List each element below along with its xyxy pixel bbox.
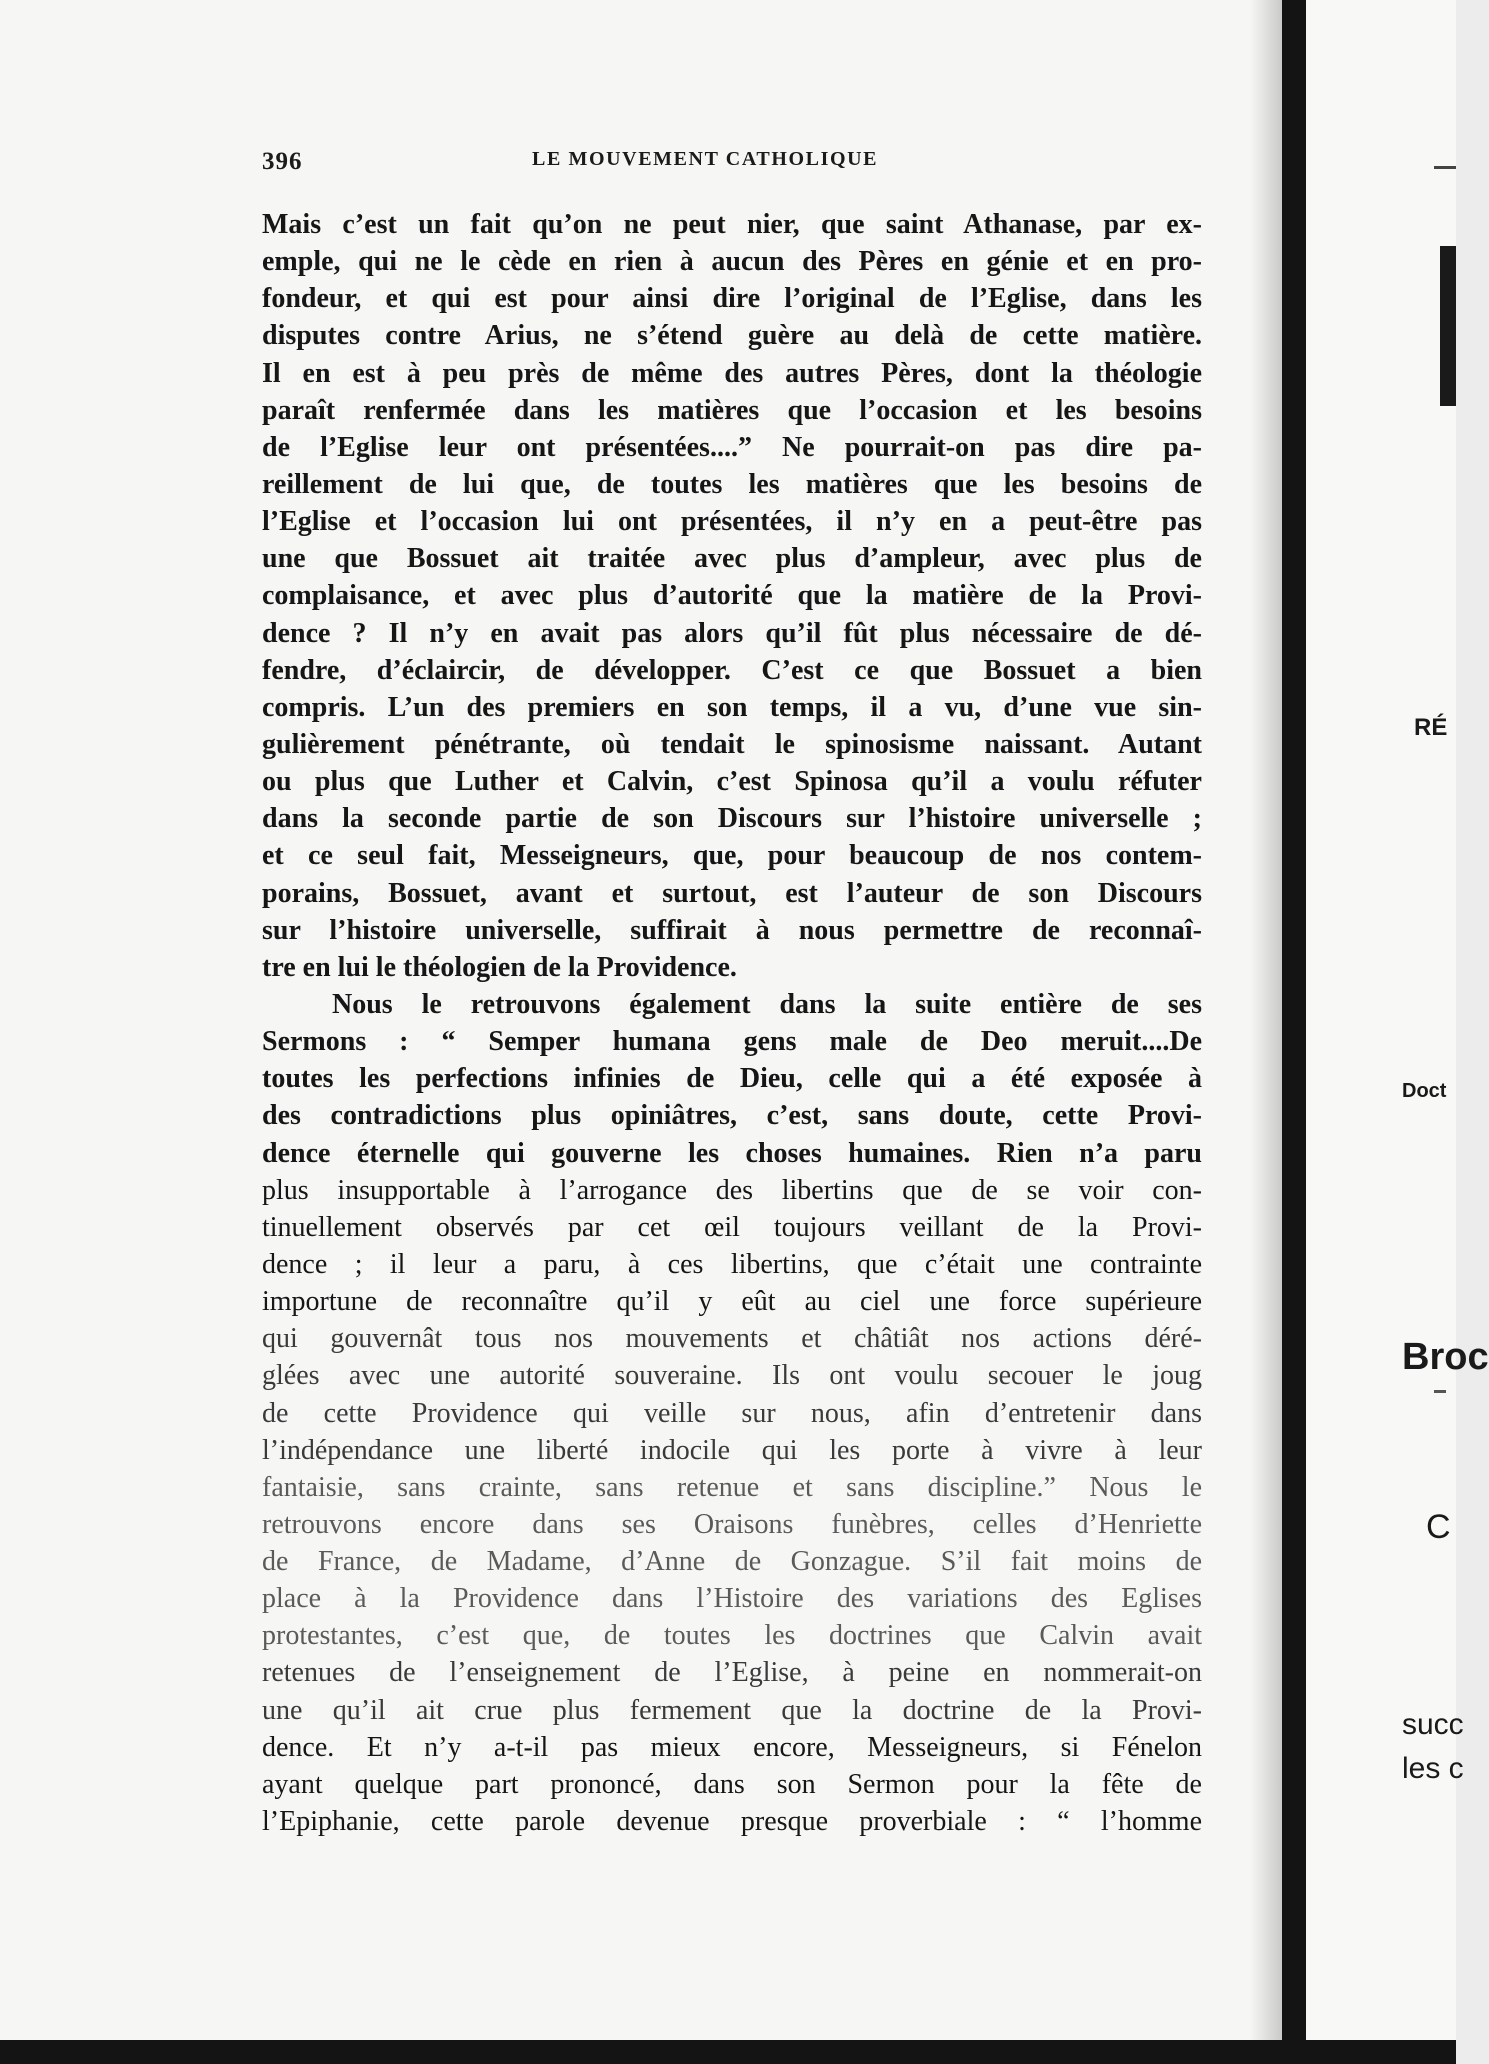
text-line: et ce seul fait, Messeigneurs, que, pour beaucoup de nos contem- bbox=[262, 840, 1202, 872]
text-line: disputes contre Arius, ne s’étend guère au delà de cette matière. bbox=[262, 320, 1202, 352]
text-line: retrouvons encore dans ses Oraisons funèbres, celles d’Henriette bbox=[262, 1508, 1202, 1540]
body-text bbox=[262, 206, 1202, 1840]
text-line: complaisance, et avec plus d’autorité que la matière de la Provi- bbox=[262, 580, 1202, 612]
text-line: protestantes, c’est que, de toutes les doctrines que Calvin avait bbox=[262, 1620, 1202, 1652]
facing-fragment: les c bbox=[1402, 1752, 1464, 1785]
text-line: compris. L’un des premiers en son temps, il a vu, d’une vue sin- bbox=[262, 691, 1202, 723]
text-line: tre en lui le théologien de la Providence. bbox=[262, 951, 737, 983]
text-line: emple, qui ne le cède en rien à aucun des Pères en génie et en pro- bbox=[262, 246, 1202, 278]
page-number: 396 bbox=[262, 148, 303, 175]
facing-fragment: Broc bbox=[1402, 1336, 1489, 1378]
text-line: de France, de Madame, d’Anne de Gonzague. S’il fait moins de bbox=[262, 1546, 1202, 1578]
text-line: porains, Bossuet, avant et surtout, est l’auteur de son Discours bbox=[262, 877, 1202, 909]
text-line: dence. Et n’y a-t-il pas mieux encore, Messeigneurs, si Fénelon bbox=[262, 1731, 1202, 1763]
text-line: l’Epiphanie, cette parole devenue presque proverbiale : “ l’homme bbox=[262, 1806, 1202, 1838]
facing-fragment: Doct bbox=[1402, 1080, 1447, 1102]
scan-border bbox=[0, 2040, 1456, 2064]
text-line: Nous le retrouvons également dans la suite entière de ses bbox=[332, 988, 1202, 1020]
text-line: une que Bossuet ait traitée avec plus d’ampleur, avec plus de bbox=[262, 543, 1202, 575]
text-line: tinuellement observés par cet œil toujours veillant de la Provi- bbox=[262, 1211, 1202, 1243]
text-line: plus insupportable à l’arrogance des libertins que de se voir con- bbox=[262, 1174, 1202, 1206]
text-line: ou plus que Luther et Calvin, c’est Spinosa qu’il a voulu réfuter bbox=[262, 766, 1202, 798]
facing-fragment: succ bbox=[1402, 1708, 1464, 1741]
text-line: dence ; il leur a paru, à ces libertins, que c’était une contrainte bbox=[262, 1248, 1202, 1280]
text-line: dence ? Il n’y en avait pas alors qu’il fût plus nécessaire de dé- bbox=[262, 617, 1202, 649]
facing-bar bbox=[1440, 246, 1456, 406]
text-line: fondeur, et qui est pour ainsi dire l’original de l’Eglise, dans les bbox=[262, 283, 1202, 315]
text-line: ayant quelque part prononcé, dans son Sermon pour la fête de bbox=[262, 1768, 1202, 1800]
text-line: une qu’il ait crue plus fermement que la doctrine de la Provi- bbox=[262, 1694, 1202, 1726]
text-line: Il en est à peu près de même des autres Pères, dont la théologie bbox=[262, 357, 1202, 389]
text-line: Mais c’est un fait qu’on ne peut nier, que saint Athanase, par ex- bbox=[262, 209, 1202, 240]
text-line: paraît renfermée dans les matières que l’occasion et les besoins bbox=[262, 394, 1202, 426]
text-line: importune de reconnaître qu’il y eût au ciel une force supérieure bbox=[262, 1286, 1202, 1318]
facing-rule bbox=[1434, 1390, 1446, 1393]
text-line: dans la seconde partie de son Discours sur l’histoire universelle ; bbox=[262, 803, 1202, 835]
text-line: dence éternelle qui gouverne les choses humaines. Rien n’a paru bbox=[262, 1137, 1202, 1169]
facing-fragment: RÉ bbox=[1414, 714, 1448, 741]
text-line: sur l’histoire universelle, suffirait à nous permettre de reconnaî- bbox=[262, 914, 1202, 946]
text-line: Sermons : “ Semper humana gens male de Deo meruit....De bbox=[262, 1026, 1202, 1058]
running-title: LE MOUVEMENT CATHOLIQUE bbox=[532, 148, 879, 170]
text-line: retenues de l’enseignement de l’Eglise, à peine en nommerait-on bbox=[262, 1657, 1202, 1689]
text-line: reillement de lui que, de toutes les matières que les besoins de bbox=[262, 468, 1202, 500]
facing-page-edge bbox=[1306, 0, 1489, 2040]
text-line: des contradictions plus opiniâtres, c’est, sans doute, cette Provi- bbox=[262, 1100, 1202, 1132]
text-line: l’indépendance une liberté indocile qui les porte à vivre à leur bbox=[262, 1434, 1202, 1466]
text-line: place à la Providence dans l’Histoire des variations des Eglises bbox=[262, 1583, 1202, 1615]
text-line: fantaisie, sans crainte, sans retenue et sans discipline.” Nous le bbox=[262, 1471, 1202, 1503]
text-line: qui gouvernât tous nos mouvements et châtiât nos actions déré- bbox=[262, 1323, 1202, 1355]
book-gutter bbox=[1282, 0, 1306, 2064]
text-line: de cette Providence qui veille sur nous, afin d’entretenir dans bbox=[262, 1397, 1202, 1429]
page-header bbox=[262, 148, 1202, 182]
text-line: fendre, d’éclaircir, de développer. C’est ce que Bossuet a bien bbox=[262, 654, 1202, 686]
gutter-shadow bbox=[1250, 0, 1282, 2040]
facing-rule bbox=[1434, 166, 1456, 169]
text-line: l’Eglise et l’occasion lui ont présentées, il n’y en a peut-être pas bbox=[262, 506, 1202, 538]
text-line: de l’Eglise leur ont présentées....” Ne pourrait-on pas dire pa- bbox=[262, 431, 1202, 463]
facing-fragment: C bbox=[1426, 1508, 1451, 1546]
text-line: glées avec une autorité souveraine. Ils ont voulu secouer le joug bbox=[262, 1360, 1202, 1392]
text-line: toutes les perfections infinies de Dieu, celle qui a été exposée à bbox=[262, 1063, 1202, 1095]
text-line: gulièrement pénétrante, où tendait le spinosisme naissant. Autant bbox=[262, 728, 1202, 760]
